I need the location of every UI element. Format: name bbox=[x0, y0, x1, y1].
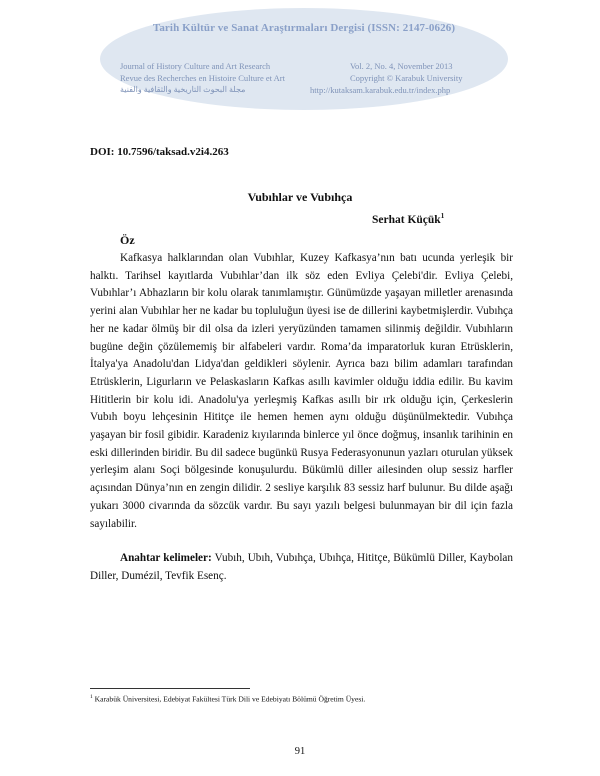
journal-name-english: Journal of History Culture and Art Research bbox=[120, 61, 271, 71]
journal-name-french: Revue des Recherches en Histoire Culture et Art bbox=[120, 73, 285, 83]
footnote-divider bbox=[90, 688, 250, 689]
journal-name-arabic: مجلة البحوث التاريخية والثقافية والفنية bbox=[120, 85, 246, 94]
footnote-text: Karabük Üniversitesi, Edebiyat Fakültesi Türk Dili ve Edebiyatı Bölümü Öğretim Üyesi. bbox=[94, 694, 366, 704]
abstract-body: Kafkasya halklarından olan Vubıhlar, Kuzey Kafkasya’nın batı ucunda yerleşik bir halktı. Tarihsel kayıtlarda Vubıhlar’dan ilk söz eden Evliya Çelebi'dir. Evliya Çelebi, Vubıhlar’ı Abhazların bir kolu olarak tanımlamıştır. Günümüzde yaşayan milletler arenasında yerini alan Vubıhlar her ne kadar bu topluluğun üyesi ise de dillerini kaybetmişlerdir. Vubıhça her ne kadar ölmüş bir dil olsa da izleri yeryüzünden tamamen silinmiş değildir. Vubıhların bugüne değin çözülememiş bir alfabeleri vardır. Roma’da imparatorluk kuran Etrüsklerin, İtalya'ya Anadolu'dan Lidya'dan geldikleri söylenir. Ayrıca bazı bilim adamları tarafından Etrüsklerin, Ligurların ve Pelaskasların Kafkas asıllı kavimler olduğu iddia edilir. Bu kavim Hititlerin bir kolu idi. Anadolu'ya yerleşmiş Kafkas asıllı bir ırk olduğu için, Çerkeslerin Vubıh boyu lehçesinin Hititçe ile hemen hemen aynı olduğu düşünülmektedir. Vubıhça yaşayan bir fosil gibidir. Karadeniz kıyılarında binlerce yıl önce doğmuş, insanlık tarihinin en eski dillerinden biridir. Bu dil sadece bugünkü Rusya Federasyonunun yazları oturulan yüksek yerleşim alanı Soçi bölgesinde konuşulurdu. Bükümlü diller ailesinden olup sessiz harfler açısından Dünya’nın en zengin dilidir. 2 sesliye karşılık 83 sessiz harf bulunur. Bu dilde aşağı yukarı 3000 civarında da sözcük vardır. Bu sayı yazılı belgesi bulunmayan bir dil için fazla sayılabilir. bbox=[90, 252, 513, 530]
keywords-label: Anahtar kelimeler: bbox=[120, 552, 212, 564]
keywords-paragraph bbox=[90, 550, 513, 585]
keywords-list: Vubıh, Ubıh, Vubıhça, Ubıhça, Hititçe, Bükümlü Diller, Kaybolan Diller, Dumézil, Tevfik Esenç. bbox=[90, 552, 513, 582]
author-footnote-mark: 1 bbox=[440, 212, 445, 220]
footnote-mark: 1 bbox=[90, 694, 93, 700]
abstract-heading: Öz bbox=[120, 233, 135, 247]
copyright: Copyright © Karabuk University bbox=[350, 73, 463, 83]
journal-url[interactable]: http://kutaksam.karabuk.edu.tr/index.php bbox=[310, 85, 451, 95]
footnote bbox=[90, 694, 365, 704]
page-number: 91 bbox=[294, 746, 306, 757]
article-title: Vubıhlar ve Vubıhça bbox=[247, 190, 353, 204]
author-name: Serhat Küçük$^1$ bbox=[372, 212, 445, 226]
volume-info: Vol. 2, No. 4, November 2013 bbox=[350, 61, 453, 71]
doi: DOI: 10.7596/taksad.v2i4.263 bbox=[90, 146, 229, 158]
journal-title: Tarih Kültür ve Sanat Araştırmaları Dergisi (ISSN: 2147-0626) bbox=[152, 22, 456, 34]
